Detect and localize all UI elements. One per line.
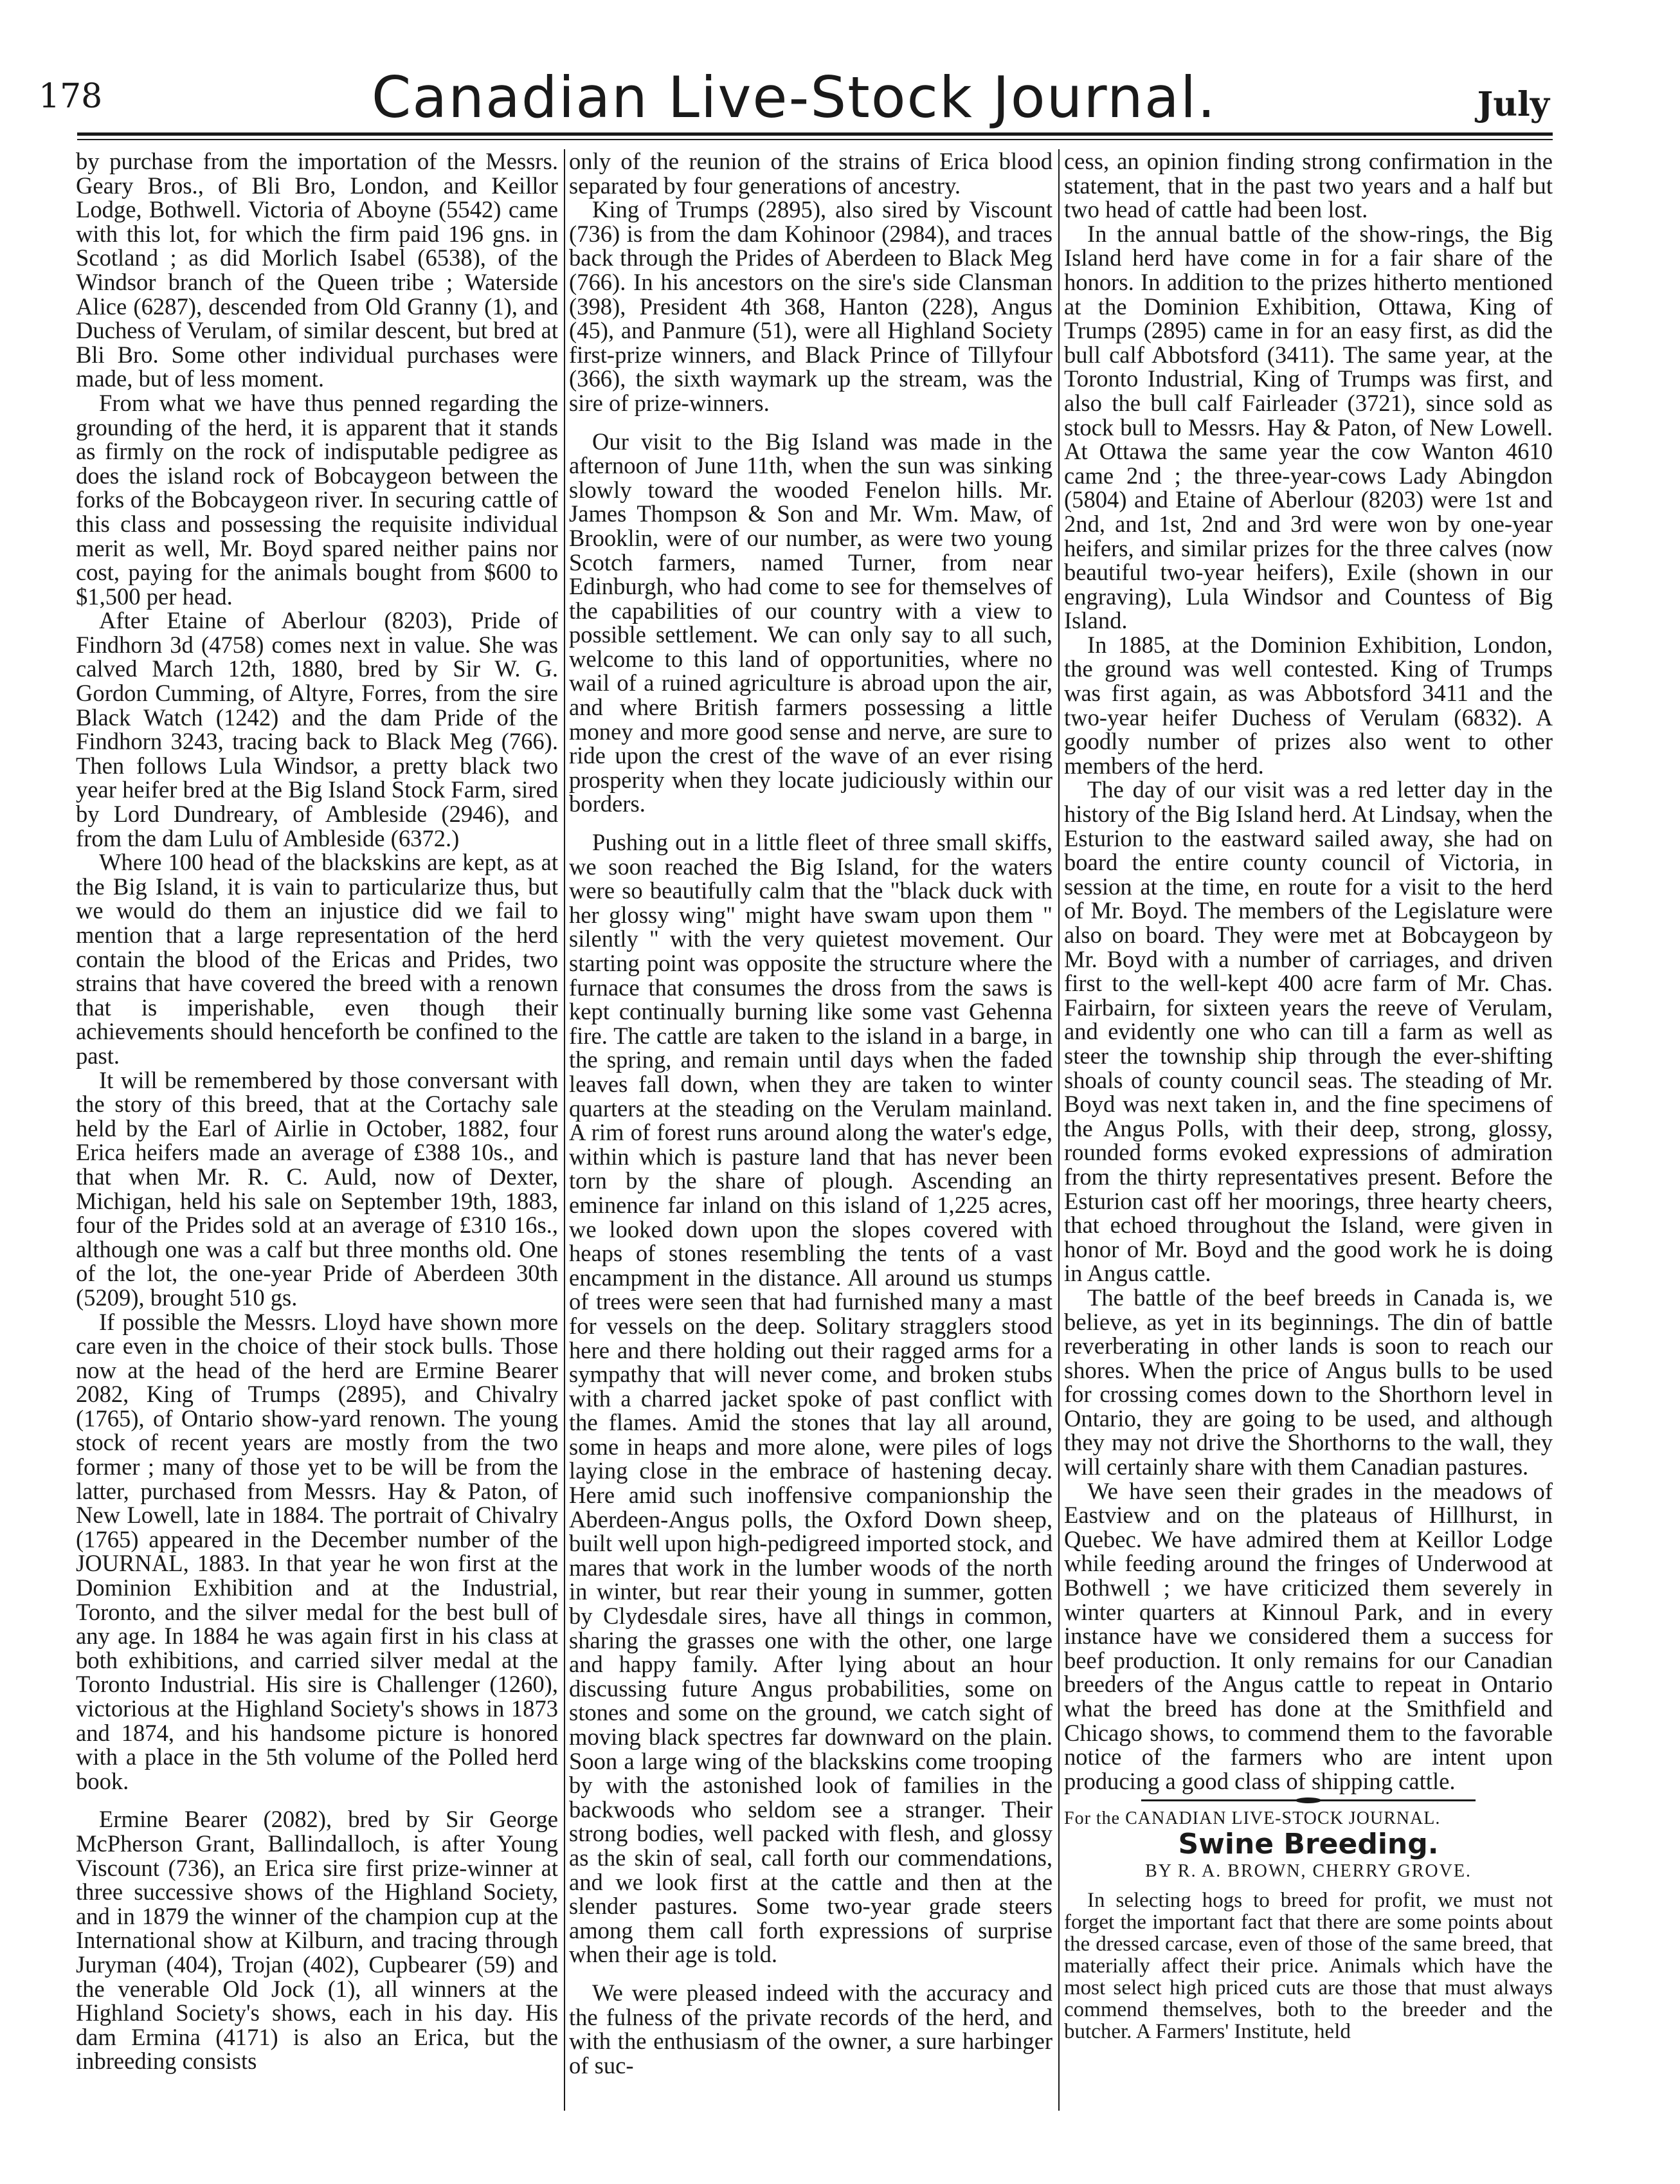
paragraph: The battle of the beef breeds in Canada is, we believe, as yet in its beginnings. The din of battle reverberating in other lands is soon to reach our shores. When the price of Angus bulls to be used for crossing comes down to the Shorthorn level in Ontario, they are going to be used, and although they may not drive the Shorthorns to the wall, they will certainly share with them Canadian pastures. [1064, 1284, 1553, 1480]
article-author: BY R. A. BROWN, CHERRY GROVE. [1145, 1861, 1472, 1881]
paragraph: Pushing out in a little fleet of three small skiffs, we soon reached the Big Island, for the waters were so beautifully calm that the "black duck with her glossy wing" might have swam upon them " silently " with the very quietest movement. Our starting point was opposite the structure where the furnace that consumes the dross from the saws is kept continually burning like some vast Gehenna fire. The cattle are taken to the island in a barge, in the spring, and remain until days when the faded leaves fall down, when they are taken to winter quarters at the steading on the Verulam mainland. A rim of forest runs around along the water's edge, within which is pasture land that has never been torn by the share of plough. Ascending an eminence far inland on this island of 1,225 acres, we looked down upon the slopes covered with heaps of stones resembling the tents of a vast encampment in the distance. All around us stumps of trees were seen that had furnished many a mast for vessels on the deep. Solitary stragglers stood here and there holding out their ragged arms for a sympathy that will never come, and broken stubs with a charred jacket spoke of past conflict with the flames. Amid the stones that lay all around, some in heaps and more alone, were piles of logs laying close in the embrace of hastening decay. Here amid such inoffensive companionship the Aberdeen-Angus polls, the Oxford Down sheep, built well upon high-pedigreed imported stock, and mares that work in the lumber woods of the north in winter, but rear their young in summer, gotten by Clydesdale sires, have all things in common, sharing the grasses one with the other, one large and happy family. After lying about an hour discussing future Angus probabilities, some on stones and some on the ground, we catch sight of moving black spectres far downward on the plain. Soon a large wing of the blackskins come trooping by with the astonished look of families in the backwoods who seldom see a stranger. Their strong bodies, well packed with flesh, and glossy as the skin of seal, call forth our commendations, and we look first at the cattle and then at the slender pastures. Some two-year grade steers among them call forth expressions of surprise when their age is told. [569, 829, 1052, 1968]
paragraph: In the annual battle of the show-rings, the Big Island herd have come in for a fair share of the honors. In addition to the prizes hitherto mentioned at the Dominion Exhibition, Ottawa, King of Trumps (2895) came in for an easy first, as did the bull calf Abbotsford (3411). The same year, at the Toronto Industrial, King of Trumps was first, and also the bull calf Fairleader (3721), since sold as stock bull to Messrs. Hay & Paton, of New Lowell. At Ottawa the same year the cow Wanton 4610 came 2nd ; the three-year-cows Lady Abingdon (5804) and Etaine of Aberlour (8203) were 1st and 2nd, and 1st, 2nd and 3rd were won by one-year heifers, and similar prizes for the three calves (now beautiful two-year heifers), Exile (shown in our engraving), Lula Windsor and Countess of Big Island. [1064, 220, 1553, 634]
page-header [39, 64, 1549, 135]
paragraph: It will be remembered by those conversant with the story of this breed, that at the Cortachy sale held by the Earl of Airlie in October, 1882, four Erica heifers made an average of £388 10s., and that when Mr. R. C. Auld, now of Dexter, Michigan, held his sale on September 19th, 1883, four of the Prides sold at an average of £310 16s., although one was a calf but three months old. One of the lot, the one-year Pride of Aberdeen 30th (5209), brought 510 gs. [76, 1066, 558, 1311]
page-number: 178 [39, 77, 103, 116]
paragraph: From what we have thus penned regarding the grounding of the herd, it is apparent that it stands as firmly on the rock of indisputable pedigree as does the island rock of Bobcaygeon between the forks of the Bobcaygeon river. In securing cattle of this class and possessing the requisite individual merit as well, Mr. Boyd spared neither pains nor cost, paying for the animals bought from $600 to $1,500 per head. [76, 389, 558, 610]
column-divider [564, 149, 565, 2111]
column-1 [76, 149, 558, 2143]
paragraph: King of Trumps (2895), also sired by Viscount (736) is from the dam Kohinoor (2984), and traces back through the Prides of Aberdeen to Black Meg (766). In his ancestors on the sire's side Clansman (398), President 4th 368, Hanton (228), Angus (45), and Panmure (51), were all Highland Society first-prize winners, and Black Prince of Tillyfour (366), the sixth waymark up the stream, was the sire of prize-winners. [569, 196, 1052, 416]
issue-month: July [1477, 85, 1549, 124]
paragraph: In 1885, at the Dominion Exhibition, London, the ground was well contested. King of Trumps was first again, as was Abbotsford 3411 and the two-year heifer Duchess of Verulam (6832). A goodly number of prizes also went to other members of the herd. [1064, 631, 1553, 779]
paragraph: The day of our visit was a red letter day in the history of the Big Island herd. At Lindsay, when the Esturion to the eastward sailed away, she had on board the entire county council of Victoria, in session at the time, en route for a visit to the herd of Mr. Boyd. The members of the Legislature were also on board. They were met at Bobcaygeon by Mr. Boyd with a number of carriages, and driven first to the well-kept 400 acre farm of Mr. Chas. Fairbairn, for sixteen years the reeve of Verulam, and evidently one who can till a farm as well as steer the township ship through the ever-shifting shoals of county council seas. The steading of Mr. Boyd was next taken in, and the fine specimens of the Angus Polls, with their deep, strong, glossy, rounded forms evoked expressions of admiration from the thirty representatives present. Before the Esturion cast off her moorings, three hearty cheers, that echoed throughout the Island, were given in honor of Mr. Boyd and the good work he is doing in Angus cattle. [1064, 776, 1553, 1287]
paragraph: We have seen their grades in the meadows of Eastview and on the plateaus of Hillhurst, in Quebec. We have admired them at Keillor Lodge while feeding around the fringes of Underwood at Bothwell ; we have criticized them severely in winter quarters at Kinnoul Park, and in every instance have we considered them a success for beef production. It only remains for our Canadian breeders of the Angus cattle to repeat in Ontario what the breed has done at the Smithfield and Chicago shows, to commend them to the favorable notice of the farmers who are intent upon producing a good class of shipping cattle. [1064, 1477, 1553, 1794]
paragraph: Where 100 head of the blackskins are kept, as at the Big Island, it is vain to particularize thus, but we would do them an injustice did we fail to mention that a large representation of the herd contain the blood of the Ericas and Prides, two strains that have covered the breed with a renown that is imperishable, even though their achievements should henceforth be confined to the past. [76, 849, 558, 1069]
paragraph: Ermine Bearer (2082), bred by Sir George McPherson Grant, Ballindalloch, is after Young Viscount (736), an Erica sire first prize-winner at three successive shows of the Highland Society, and in 1879 the winner of the champion cup at the International show at Kilburn, and tracing through Juryman (404), Trojan (402), Cupbearer (59) and the venerable Old Jock (1), all winners at the Highland Society's shows, each in his day. His dam Ermina (4171) is also an Erica, but the inbreeding consists [76, 1806, 558, 2075]
article-title: Swine Breeding. [1178, 1827, 1439, 1861]
paragraph: If possible the Messrs. Lloyd have shown more care even in the choice of their stock bulls. Those now at the head of the herd are Ermine Bearer 2082, King of Trumps (2895), and Chivalry (1765), of Ontario show-yard renown. The young stock of recent years are mostly from the two former ; many of those yet to be will be from the latter, purchased from Messrs. Hay & Paton, of New Lowell, late in 1884. The portrait of Chivalry (1765) appeared in the December number of the JOURNAL, 1883. In that year he won first at the Dominion Exhibition and at the Industrial, Toronto, and the silver medal for the best bull of any age. In 1884 he was again first in his class at both exhibitions, and carried silver medal at the Toronto Industrial. His sire is Challenger (1260), victorious at the Highland Society's shows in 1873 and 1874, and his handsome picture is honored with a place in the 5th volume of the Polled herd book. [76, 1308, 558, 1794]
paragraph: only of the reunion of the strains of Erica blood separated by four generations of ancestry. [569, 149, 1052, 199]
journal-title: Canadian Live-Stock Journal. [371, 64, 1217, 131]
article-separator [1141, 1799, 1476, 1801]
column-3 [1064, 149, 1553, 2143]
paragraph: Our visit to the Big Island was made in the afternoon of June 11th, when the sun was sinking slowly toward the wooded Fenelon hills. Mr. James Thompson & Son and Mr. Wm. Maw, of Brooklin, were of our number, as were two young Scotch farmers, named Turner, from near Edinburgh, who had come to see for themselves of the capabilities of our country with a view to possible settlement. We can only say to all such, welcome to this land of opportunities, where no wail of a ruined agriculture is abroad upon the air, and where British farmers possessing a little money and more good sense and nerve, are sure to ride upon the crest of the wave of an ever rising prosperity when they locate judiciously within our borders. [569, 428, 1052, 817]
column-divider [1058, 149, 1060, 2111]
article-body: In selecting hogs to breed for profit, we must not forget the important fact that there are some points about the dressed carcase, even of those of the same breed, that materially affect their price. Animals which have the most select high priced cuts are those that must always commend themselves, both to the breeder and the butcher. A Farmers' Institute, held [1064, 1889, 1553, 2044]
paragraph: cess, an opinion finding strong confirmation in the statement, that in the past two years and a half but two head of cattle had been lost. [1064, 149, 1553, 223]
paragraph: After Etaine of Aberlour (8203), Pride of Findhorn 3d (4758) comes next in value. She was calved March 12th, 1880, bred by Sir W. G. Gordon Cumming, of Altyre, Forres, from the sire Black Watch (1242) and the dam Pride of the Findhorn 3243, tracing back to Black Meg (766). Then follows Lula Windsor, a pretty black two year heifer bred at the Big Island Stock Farm, sired by Lord Dundreary, of Ambleside (2946), and from the dam Lulu of Ambleside (6372.) [76, 607, 558, 851]
header-rule-thick [77, 132, 1553, 136]
column-2 [569, 149, 1052, 2143]
header-rule-thin [77, 139, 1553, 140]
paragraph: by purchase from the importation of the Messrs. Geary Bros., of Bli Bro, London, and Keillor Lodge, Bothwell. Victoria of Aboyne (5542) came with this lot, for which the firm paid 196 gns. in Scotland ; as did Morlich Isabel (6538), of the Windsor branch of the Queen tribe ; Waterside Alice (6287), descended from Old Granny (1), and Duchess of Verulam, of similar descent, but bred at Bli Bro. Some other individual purchases were made, but of less moment. [76, 149, 558, 392]
article-source: For the CANADIAN LIVE-STOCK JOURNAL. [1064, 1808, 1441, 1829]
paragraph: We were pleased indeed with the accuracy and the fulness of the private records of the herd, and with the enthusiasm of the owner, a sure harbinger of suc- [569, 1979, 1052, 2079]
